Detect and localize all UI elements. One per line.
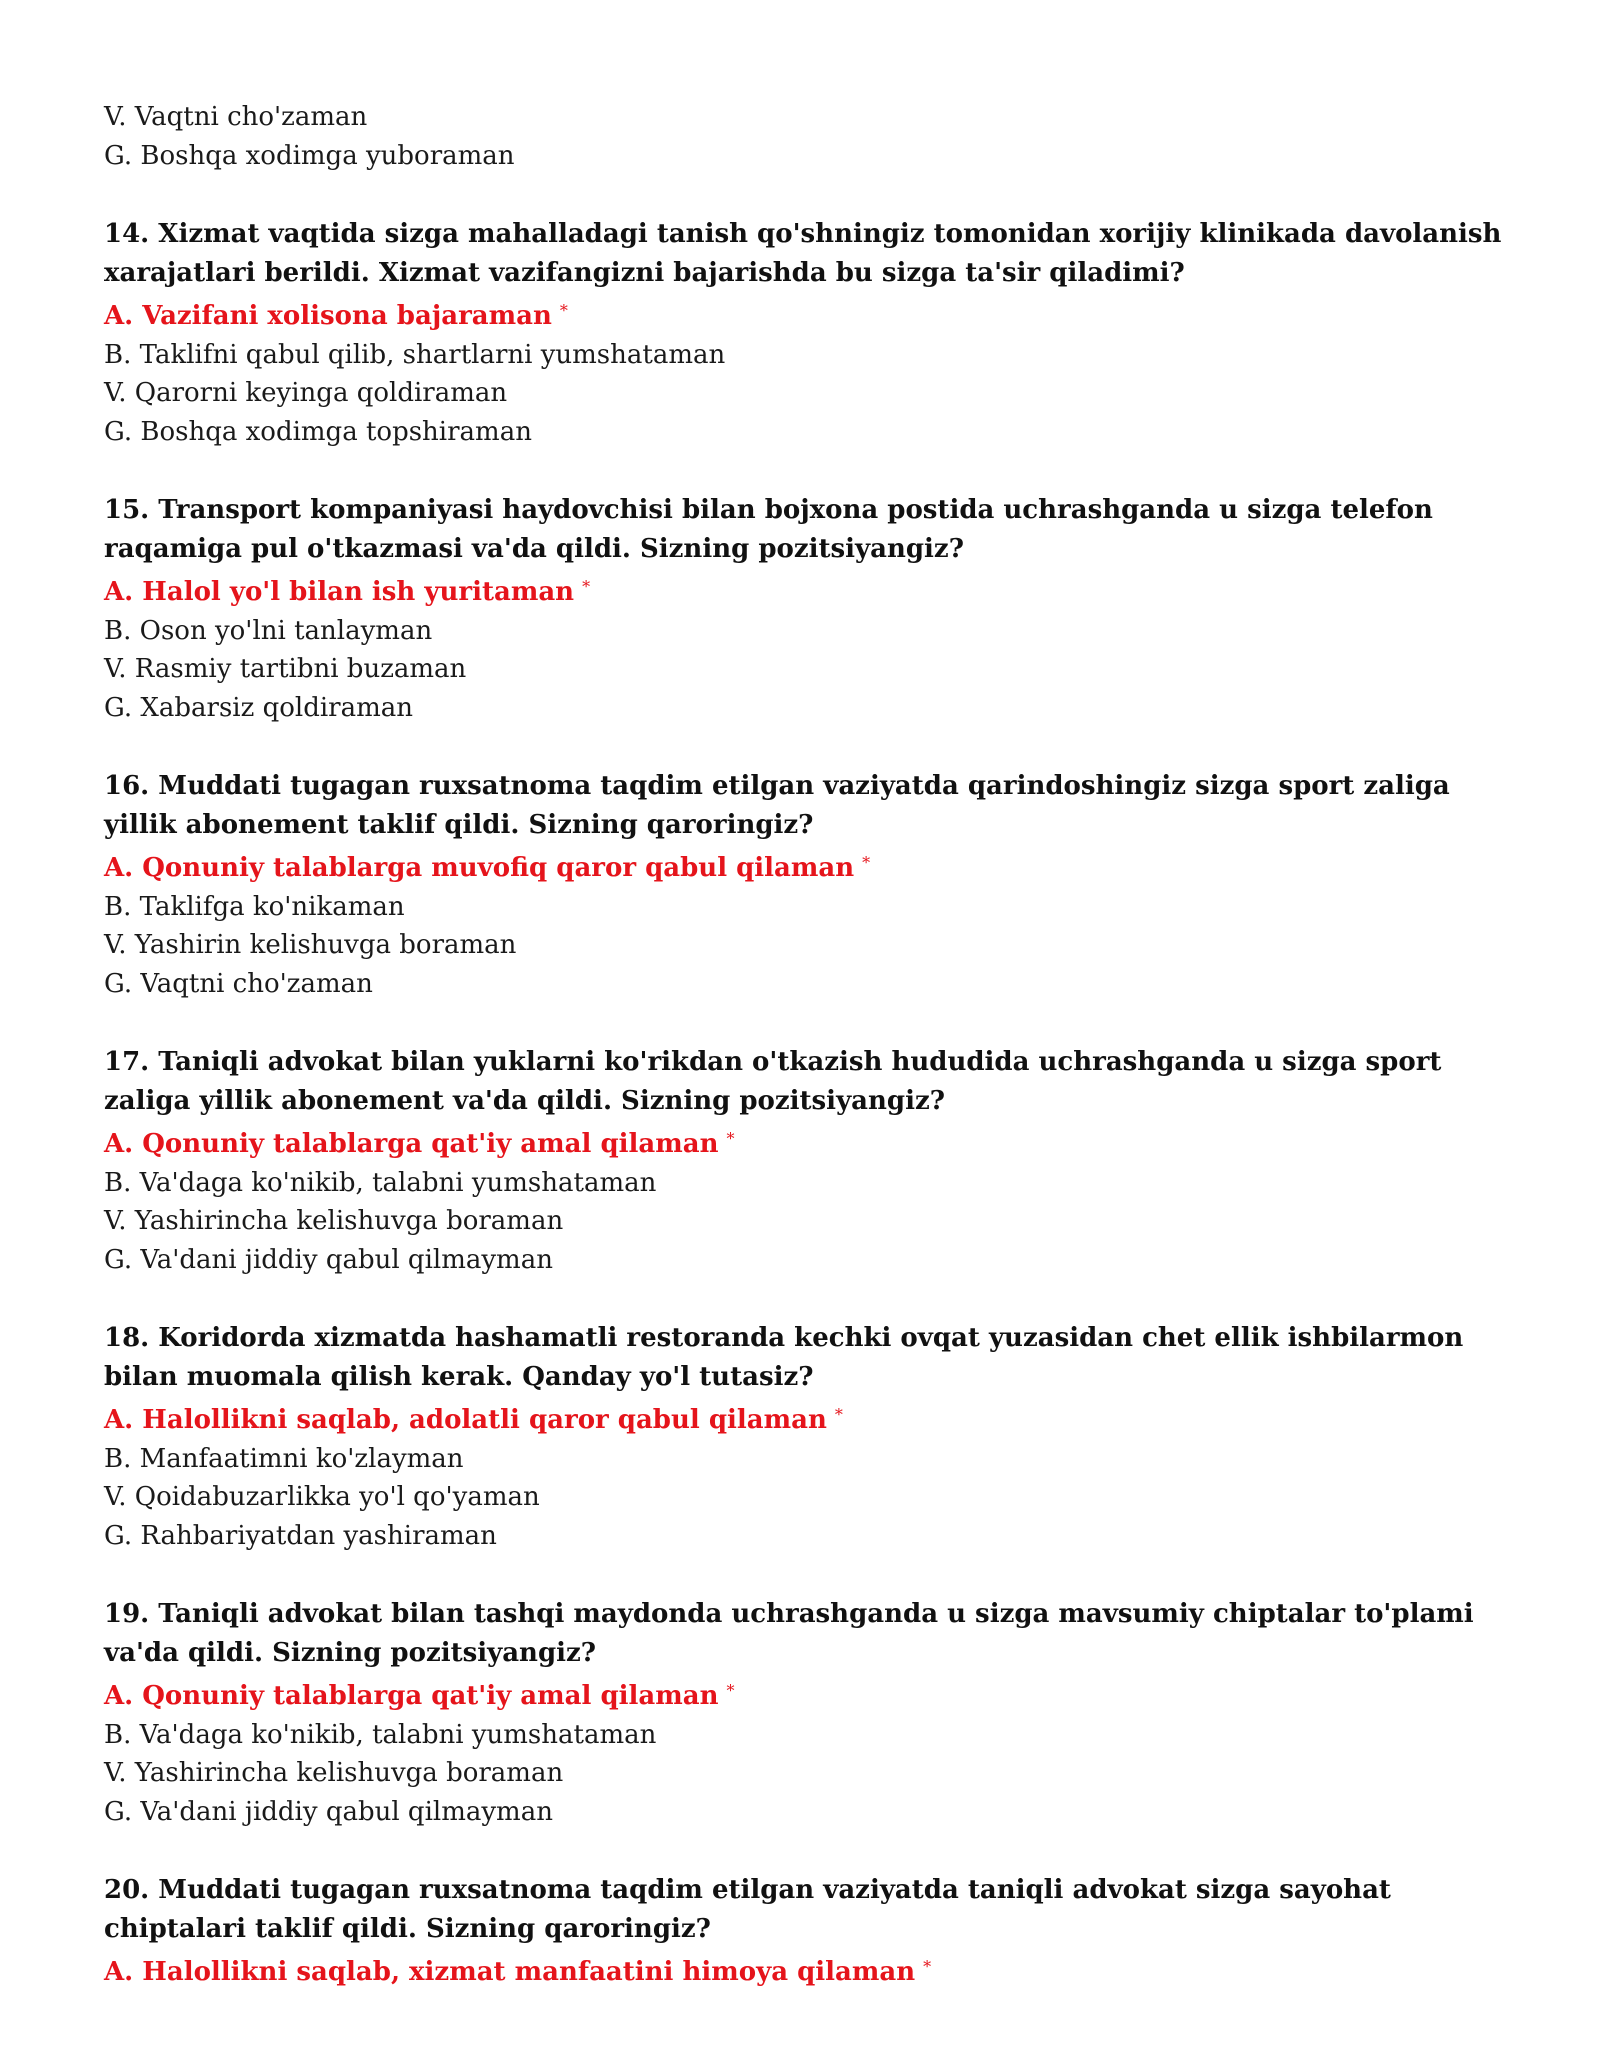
- correct-marker: *: [582, 577, 591, 596]
- option-a-correct: [104, 1672, 1504, 1716]
- option-a-correct: [104, 568, 1504, 612]
- option-v: V. Qarorni keyinga qoldiraman: [104, 378, 508, 408]
- carryover-options: [104, 98, 1504, 175]
- option-label: A. Qonuniy talablarga qat'iy amal qilaman: [104, 1681, 719, 1711]
- question-20: [104, 1871, 1504, 1992]
- option-v: V. Qoidabuzarlikka yo'l qo'yaman: [104, 1482, 540, 1512]
- option-v: V. Yashirincha kelishuvga boraman: [104, 1758, 564, 1788]
- option-label: A. Qonuniy talablarga muvofiq qaror qabul qilaman: [104, 853, 855, 883]
- option-a-correct: [104, 292, 1504, 336]
- option-b: B. Manfaatimni ko'zlayman: [104, 1443, 464, 1474]
- question-text: 17. Taniqli advokat bilan yuklarni ko'rikdan o'tkazish hududida uchrashganda u sizga sport zaliga yillik abonement va'da qildi. Sizning pozitsiyangiz?: [104, 1047, 1442, 1116]
- question-18: [104, 1319, 1504, 1555]
- question-14: [104, 215, 1504, 451]
- option-v: V. Vaqtni cho'zaman: [104, 102, 368, 132]
- option-g: G. Va'dani jiddiy qabul qilmayman: [104, 1244, 553, 1275]
- question-text: 20. Muddati tugagan ruxsatnoma taqdim etilgan vaziyatda taniqli advokat sizga sayohat chiptalari taklif qildi. Sizning qaroringiz?: [104, 1875, 1391, 1944]
- option-label: A. Halollikni saqlab, adolatli qaror qabul qilaman: [104, 1405, 827, 1435]
- document-page: [104, 98, 1504, 1992]
- question-text: 14. Xizmat vaqtida sizga mahalladagi tanish qo'shningiz tomonidan xorijiy klinikada davolanish xarajatlari berildi. Xizmat vazifangizni bajarishda bu sizga ta'sir qiladimi?: [104, 219, 1502, 288]
- option-b: B. Va'daga ko'nikib, talabni yumshataman: [104, 1167, 657, 1198]
- option-a-correct: [104, 1120, 1504, 1164]
- option-g: G. Boshqa xodimga yuboraman: [104, 140, 515, 171]
- option-b: B. Oson yo'lni tanlayman: [104, 615, 433, 646]
- option-g: G. Va'dani jiddiy qabul qilmayman: [104, 1796, 553, 1827]
- correct-marker: *: [726, 1129, 735, 1148]
- option-a-correct: [104, 1396, 1504, 1440]
- correct-marker: *: [834, 1405, 843, 1424]
- option-g: G. Vaqtni cho'zaman: [104, 968, 373, 999]
- option-b: B. Va'daga ko'nikib, talabni yumshataman: [104, 1719, 657, 1750]
- correct-marker: *: [923, 1957, 932, 1976]
- question-text: 18. Koridorda xizmatda hashamatli restoranda kechki ovqat yuzasidan chet ellik ishbilarmon bilan muomala qilish kerak. Qanday yo'l tutasiz?: [104, 1323, 1464, 1392]
- option-g: G. Rahbariyatdan yashiraman: [104, 1520, 497, 1551]
- correct-marker: *: [559, 301, 568, 320]
- option-label: A. Vazifani xolisona bajaraman: [104, 301, 552, 331]
- option-a-correct: [104, 844, 1504, 888]
- option-g: G. Xabarsiz qoldiraman: [104, 692, 413, 723]
- correct-marker: *: [862, 853, 871, 872]
- question-text: 16. Muddati tugagan ruxsatnoma taqdim etilgan vaziyatda qarindoshingiz sizga sport zaliga yillik abonement taklif qildi. Sizning qaroringiz?: [104, 771, 1450, 840]
- option-label: A. Qonuniy talablarga qat'iy amal qilaman: [104, 1129, 719, 1159]
- option-a-correct: [104, 1948, 1504, 1992]
- option-v: V. Rasmiy tartibni buzaman: [104, 654, 467, 684]
- question-text: 19. Taniqli advokat bilan tashqi maydonda uchrashganda u sizga mavsumiy chiptalar to'plami va'da qildi. Sizning pozitsiyangiz?: [104, 1599, 1474, 1668]
- option-label: A. Halol yo'l bilan ish yuritaman: [104, 577, 575, 607]
- question-19: [104, 1595, 1504, 1831]
- option-b: B. Taklifni qabul qilib, shartlarni yumshataman: [104, 339, 726, 370]
- question-17: [104, 1043, 1504, 1279]
- option-b: B. Taklifga ko'nikaman: [104, 891, 405, 922]
- correct-marker: *: [726, 1681, 735, 1700]
- question-16: [104, 767, 1504, 1003]
- option-label: A. Halollikni saqlab, xizmat manfaatini himoya qilaman: [104, 1957, 916, 1987]
- option-v: V. Yashirincha kelishuvga boraman: [104, 1206, 564, 1236]
- option-g: G. Boshqa xodimga topshiraman: [104, 416, 532, 447]
- option-v: V. Yashirin kelishuvga boraman: [104, 930, 517, 960]
- question-15: [104, 491, 1504, 727]
- question-text: 15. Transport kompaniyasi haydovchisi bilan bojxona postida uchrashganda u sizga telefon raqamiga pul o'tkazmasi va'da qildi. Sizning pozitsiyangiz?: [104, 495, 1433, 564]
